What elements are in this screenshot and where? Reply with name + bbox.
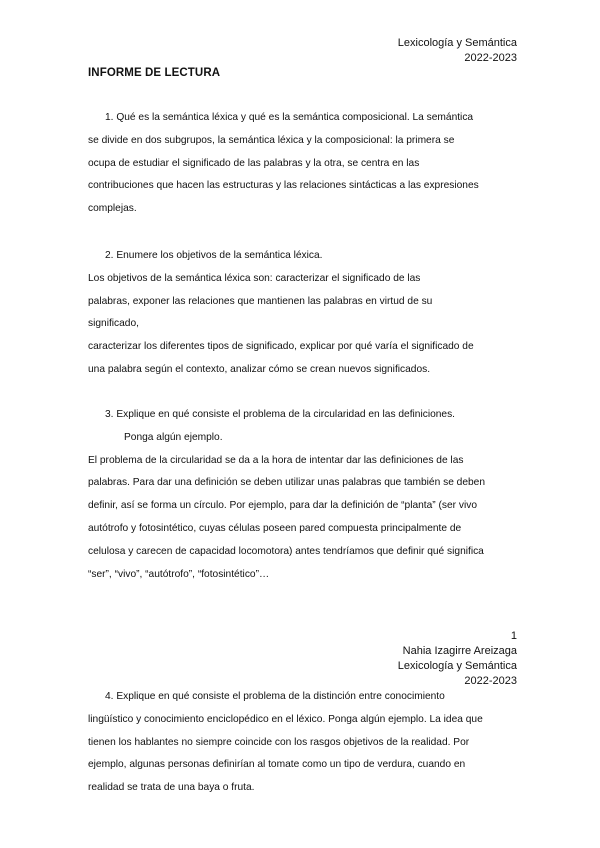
question-1-line: Qué es la semántica léxica y qué es la semántica composicional. La semántica — [116, 112, 474, 123]
question-1-line: ocupa de estudiar el significado de las palabras y la otra, se centra en las — [88, 157, 420, 169]
answer-3-line: celulosa y carecen de capacidad locomotora) antes tendríamos que definir qué significa — [88, 545, 484, 557]
page-number: 1 — [510, 630, 517, 642]
header-course: Lexicología y Semántica — [397, 37, 517, 49]
header-course: Lexicología y Semántica — [397, 660, 517, 672]
question-2-number: 2. — [105, 250, 114, 261]
header-year: 2022-2023 — [464, 675, 517, 687]
page-footer — [398, 629, 517, 689]
question-2-heading: Enumere los objetivos de la semántica léxica. — [116, 250, 323, 261]
question-4-line: ejemplo, algunas personas definirían al tomate como un tipo de verdura, cuando en — [88, 759, 466, 771]
question-1-number: 1. — [105, 112, 114, 123]
question-4-number: 4. — [105, 691, 114, 702]
question-2 — [88, 245, 518, 382]
answer-2-line: palabras, exponer las relaciones que mantienen las palabras en virtud de su — [88, 295, 433, 307]
question-4-line: lingüístico y conocimiento enciclopédico en el léxico. Ponga algún ejemplo. La idea que — [88, 713, 483, 725]
header-year: 2022-2023 — [464, 52, 517, 64]
answer-2-line: Los objetivos de la semántica léxica son: caracterizar el significado de las — [88, 272, 421, 284]
question-4-line: tienen los hablantes no siempre coincide con los rasgos objetivos de la realidad. Por — [88, 736, 470, 748]
question-4-line: realidad se trata de una baya o fruta. — [88, 782, 255, 794]
question-3-heading-cont: Ponga algún ejemplo. — [124, 431, 223, 443]
answer-2-line: caracterizar los diferentes tipos de significado, explicar por qué varía el significado de — [88, 341, 474, 353]
answer-3-line: palabras. Para dar una definición se deben utilizar unas palabras que también se deben — [88, 477, 486, 489]
question-1-line: se divide en dos subgrupos, la semántica léxica y la composicional: la primera se — [88, 134, 455, 146]
answer-3-line: autótrofo y fotosintético, cuyas células poseen pared compuesta principalmente de — [88, 522, 462, 534]
question-1 — [88, 107, 518, 221]
answer-3-line: definir, así se forma un círculo. Por ejemplo, para dar la definición de “planta” (ser vivo — [88, 500, 478, 512]
question-3-heading: Explique en qué consiste el problema de la circularidad en las definiciones. — [116, 409, 455, 420]
answer-2-line: significado, — [88, 318, 139, 330]
question-3-number: 3. — [105, 409, 114, 420]
author-name: Nahia Izagirre Areizaga — [402, 645, 517, 657]
page-header — [398, 36, 517, 66]
answer-3-line: “ser”, “vivo”, “autótrofo”, “fotosintético”… — [88, 568, 270, 580]
answer-2-line: una palabra según el contexto, analizar cómo se crean nuevos significados. — [88, 363, 431, 375]
question-1-line: contribuciones que hacen las estructuras y las relaciones sintácticas a las expresiones — [88, 180, 479, 192]
answer-3-line: El problema de la circularidad se da a la hora de intentar dar las definiciones de las — [88, 454, 464, 466]
question-3 — [88, 404, 518, 586]
document-title: INFORME DE LECTURA — [88, 67, 221, 79]
question-4-line: Explique en qué consiste el problema de la distinción entre conocimiento — [116, 691, 445, 702]
question-4 — [88, 686, 518, 800]
question-1-line: complejas. — [88, 203, 137, 215]
